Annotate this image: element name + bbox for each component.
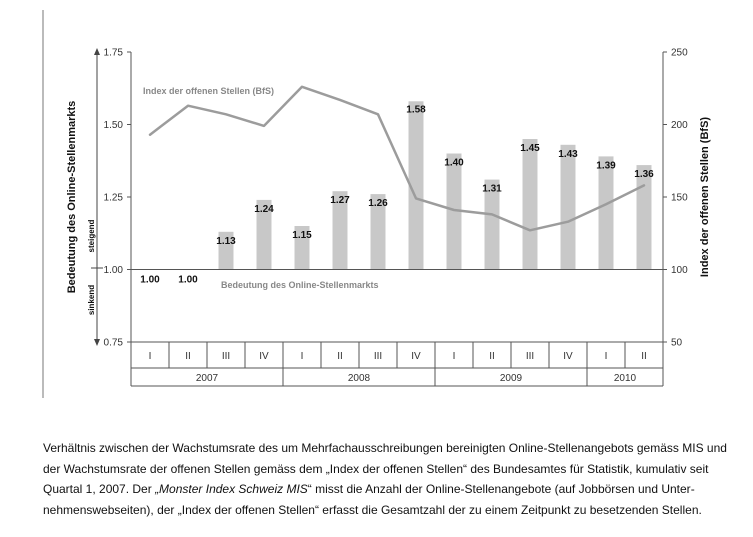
- quarter-label-11: III: [525, 351, 535, 362]
- bar-labels-group: [140, 104, 654, 285]
- left-tick-label-4: 1.50: [103, 120, 123, 131]
- bar-value-label-11: 1.45: [520, 143, 540, 154]
- left-tick-label-1: 0.75: [103, 337, 123, 349]
- right-axis-title: Index der offenen Stellen (BfS): [699, 116, 711, 278]
- bars-group: [131, 101, 663, 269]
- caption-part2: “ misst die Anzahl der Online-Stellenangebote (auf Jobbörsen und Unternehmenswebseiten), der „Index der offenen Stellen“ erfasst die Gesamtzahl der zu einem Zeitpunkt zu besetzenden Stellen.: [43, 482, 702, 517]
- bar-12: [561, 145, 576, 270]
- quarter-label-7: III: [373, 351, 383, 362]
- caption-italic: „Monster Index Schweiz MIS: [155, 482, 308, 496]
- bar-value-label-10: 1.31: [482, 183, 502, 195]
- right-tick-label-5: 250: [671, 47, 688, 59]
- bar-value-label-7: 1.26: [368, 198, 388, 210]
- right-tick-label-1: 50: [671, 337, 683, 349]
- category-axis-group: [131, 342, 663, 386]
- quarter-label-10: II: [489, 351, 495, 362]
- figure-caption: [43, 438, 743, 520]
- year-label-1: 2007: [195, 373, 219, 384]
- bar-value-label-6: 1.27: [330, 195, 350, 207]
- quarter-label-9: I: [452, 351, 456, 362]
- bar-11: [523, 139, 538, 270]
- year-label-4: 2010: [613, 373, 637, 384]
- quarter-label-13: I: [604, 351, 608, 362]
- bar-value-label-4: 1.24: [254, 203, 274, 215]
- bar-value-label-5: 1.15: [292, 230, 312, 241]
- bar-series-label: Bedeutung des Online-Stellenmarkts: [221, 280, 379, 290]
- bar-14: [637, 165, 652, 269]
- quarter-label-5: I: [300, 351, 304, 362]
- quarter-label-14: II: [641, 351, 647, 362]
- left-tick-label-5: 1.75: [103, 47, 123, 59]
- bar-value-label-12: 1.43: [558, 148, 578, 160]
- quarter-label-1: I: [148, 351, 152, 362]
- year-label-2: 2008: [347, 373, 371, 384]
- direction-down-label: sinkend: [87, 284, 96, 316]
- quarter-label-4: IV: [259, 351, 269, 362]
- bar-value-label-2: 1.00: [178, 274, 198, 286]
- bar-value-label-14: 1.36: [634, 169, 654, 181]
- direction-arrow-up-icon: [94, 48, 100, 55]
- bar-13: [599, 156, 614, 269]
- quarter-label-6: II: [337, 351, 343, 362]
- right-tick-label-3: 150: [671, 192, 688, 204]
- quarter-label-2: II: [185, 351, 191, 362]
- quarter-label-12: IV: [563, 351, 573, 362]
- direction-up-label: steigend: [87, 219, 96, 253]
- year-label-3: 2009: [499, 373, 523, 384]
- right-tick-label-2: 100: [671, 265, 688, 276]
- bar-value-label-13: 1.39: [596, 160, 616, 172]
- direction-arrow-down-icon: [94, 339, 100, 346]
- left-tick-label-2: 1.00: [103, 265, 123, 276]
- bar-value-label-8: 1.58: [406, 104, 426, 116]
- bar-value-label-3: 1.13: [216, 235, 236, 247]
- right-ticks-group: [663, 48, 688, 349]
- bar-value-label-1: 1.00: [140, 274, 160, 286]
- left-tick-label-3: 1.25: [103, 192, 123, 204]
- line-series-label: Index der offenen Stellen (BfS): [143, 86, 275, 96]
- right-tick-label-4: 200: [671, 120, 688, 131]
- caption-part1: Verhältnis zwischen der Wachstumsrate des um Mehrfachausschreibungen bereinigten Online-Stellenangebots gemäss MIS und der Wachstumsrate der offenen Stellen gemäss dem „Index der offenen Stellen“ des Bundesamtes für Statistik, kumulativ seit Quartal 1, 2007. Der: [43, 441, 727, 496]
- quarter-label-8: IV: [411, 351, 421, 362]
- left-axis-title: Bedeutung des Online-Stellenmarkts: [66, 100, 78, 294]
- quarter-label-3: III: [221, 351, 231, 362]
- left-ticks-group: [104, 48, 131, 349]
- bar-value-label-9: 1.40: [444, 157, 464, 169]
